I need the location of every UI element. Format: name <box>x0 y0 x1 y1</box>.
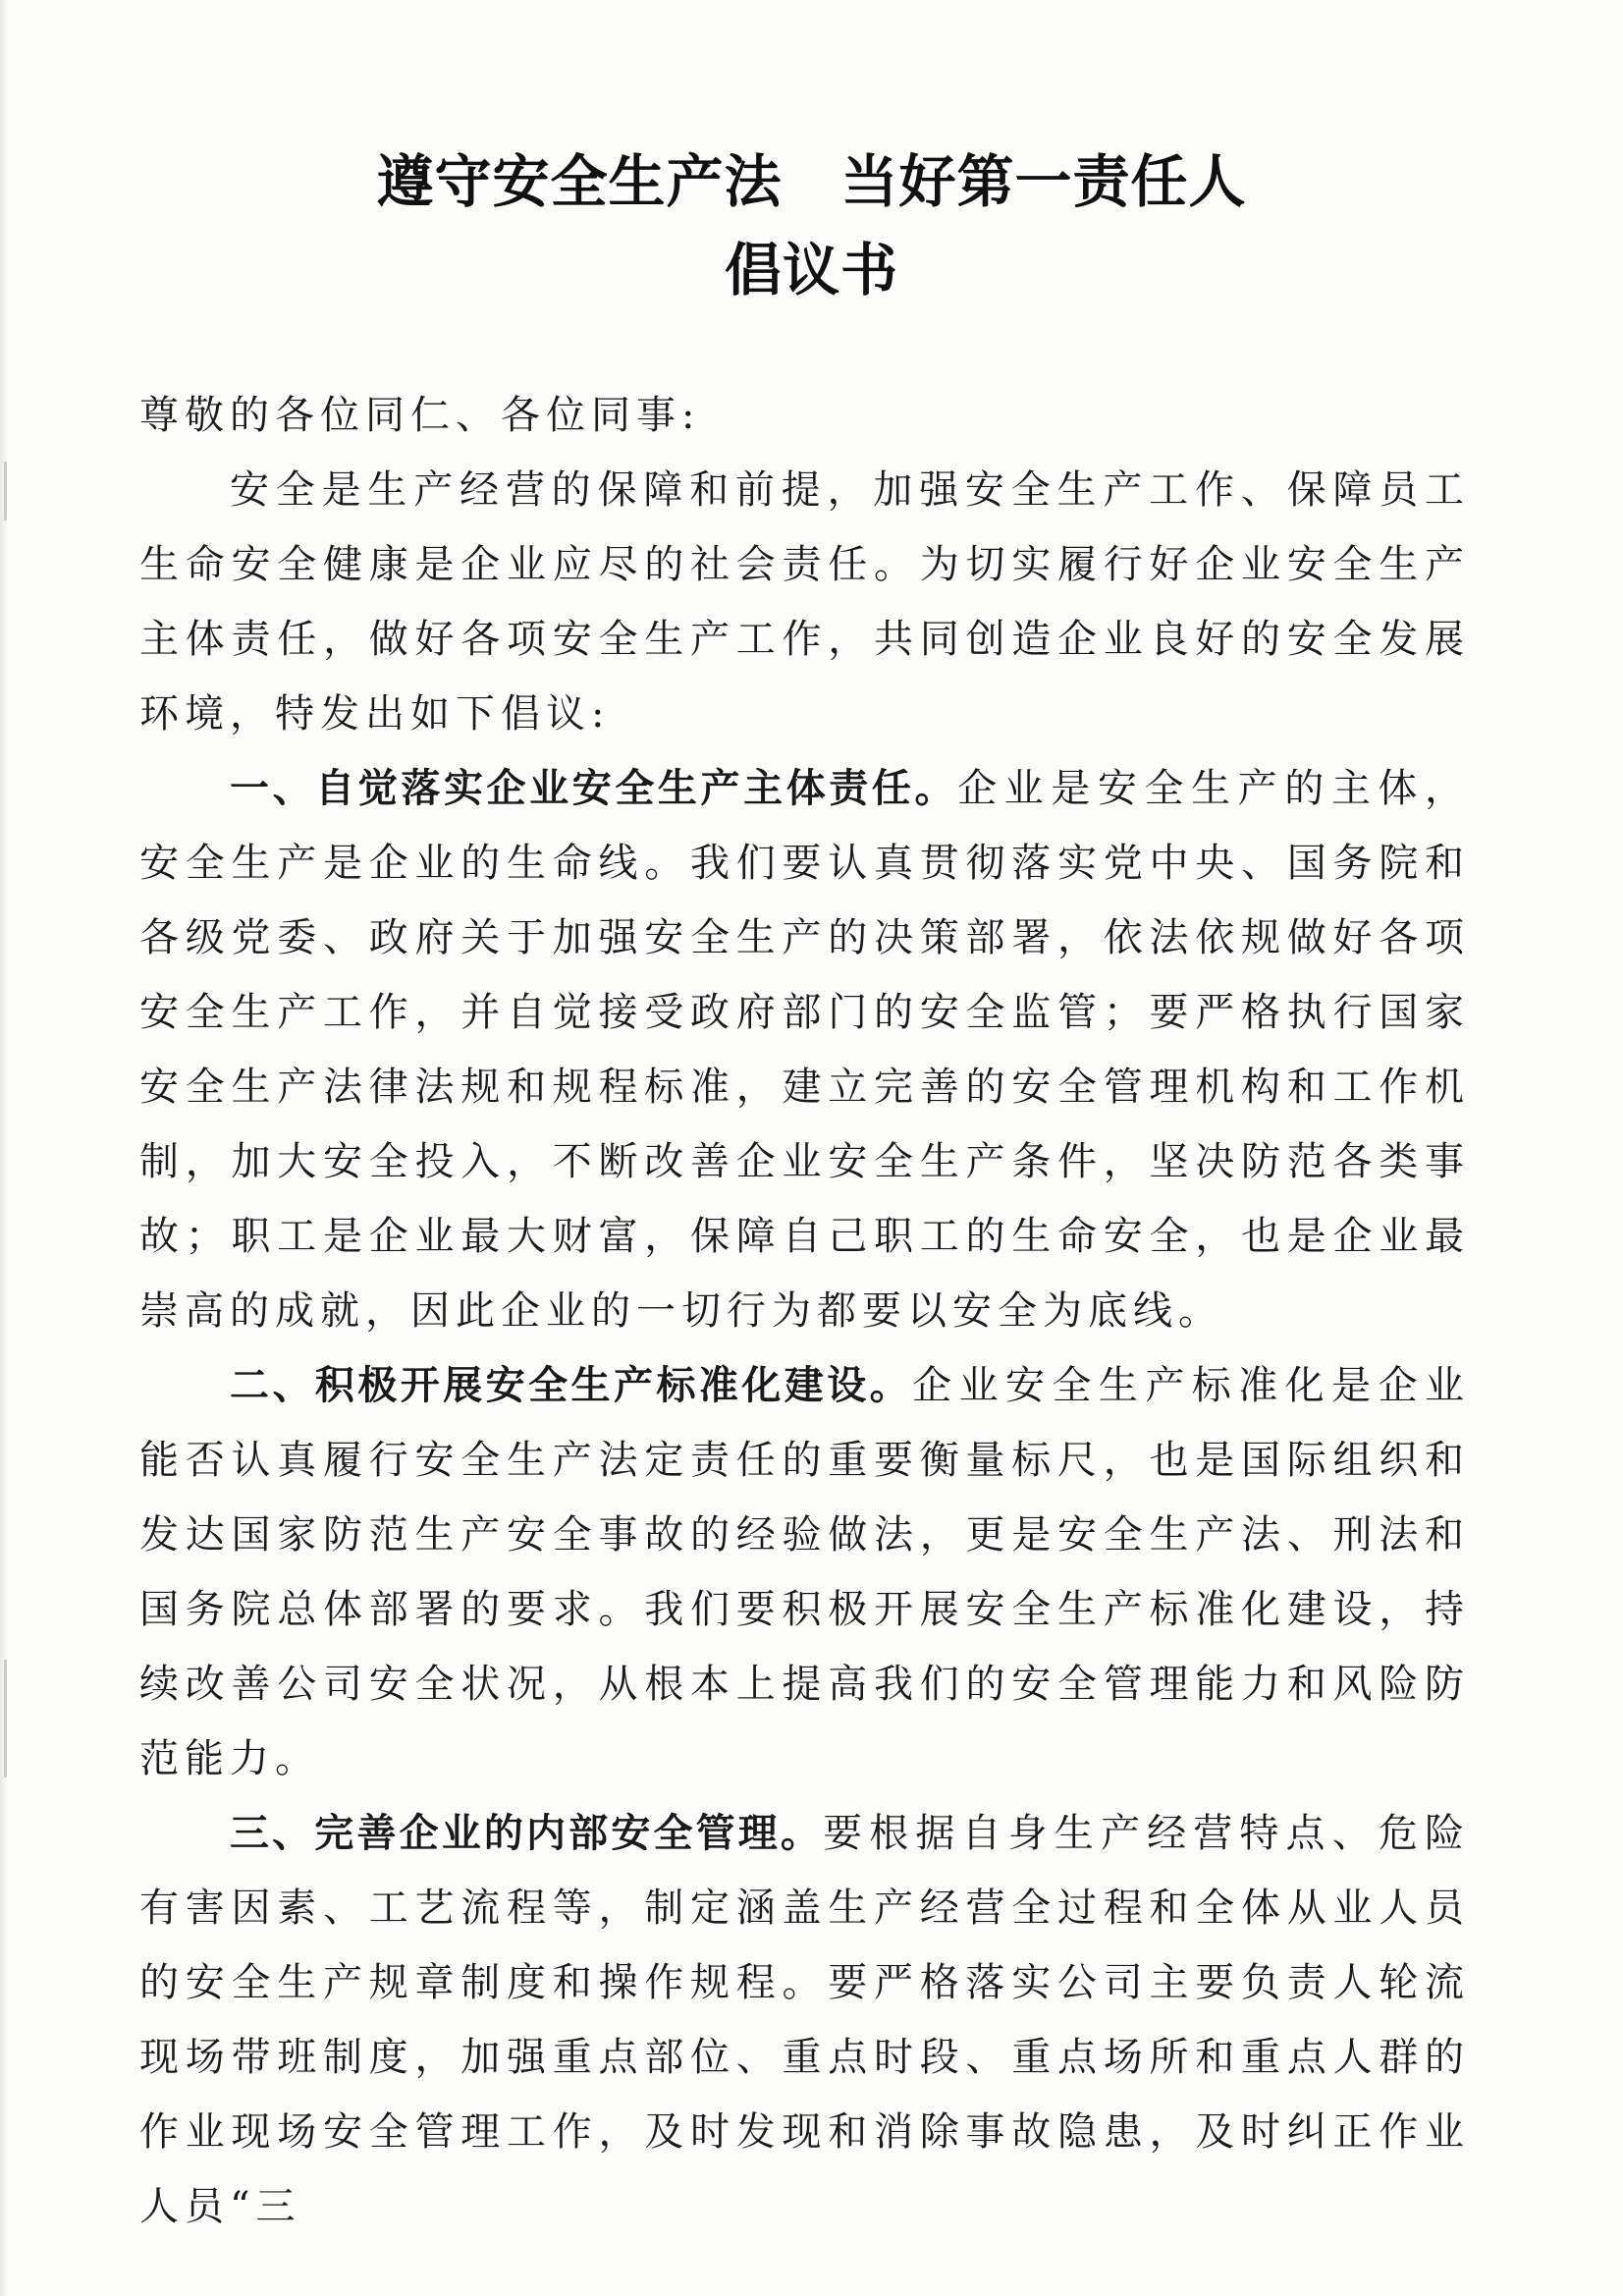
scan-mark <box>4 1660 7 1777</box>
section-text-2: 企业安全生产标准化是企业能否认真履行安全生产法定责任的重要衡量标尺，也是国际组织和发达国家防范生产安全事故的经验做法，更是安全生产法、刑法和国务院总体部署的要求。我们要积极开展安全生产标准化建设，持续改善公司安全状况，从根本上提高我们的安全管理能力和风险防范能力。 <box>139 1363 1471 1781</box>
section-paragraph-1 <box>139 751 1470 1348</box>
section-heading-1: 一、自觉落实企业安全生产主体责任。 <box>230 766 958 811</box>
section-paragraph-3 <box>139 1796 1470 2244</box>
title-line-1-part-1: 遵守安全生产法 <box>376 148 783 215</box>
title-line-1-part-2: 当好第一责任人 <box>840 148 1247 215</box>
section-text-3: 要根据自身生产经营特点、危险有害因素、工艺流程等，制定涵盖生产经营全过程和全体从业人员的安全生产规章制度和操作规程。要严格落实公司主要负责人轮流现场带班制度，加强重点部位、重点时段、重点场所和重点人群的作业现场安全管理工作，及时发现和消除事故隐患，及时纠正作业人员“三 <box>139 1811 1471 2229</box>
document-title <box>0 137 1623 314</box>
section-heading-3: 三、完善企业的内部安全管理。 <box>230 1811 824 1856</box>
title-line-2: 倡议书 <box>724 237 898 303</box>
section-text-1: 企业是安全生产的主体，安全生产是企业的生命线。我们要认真贯彻落实党中央、国务院和各级党委、政府关于加强安全生产的决策部署，依法依规做好各项安全生产工作，并自觉接受政府部门的安全监管；要严格执行国家安全生产法律法规和规程标准，建立完善的安全管理机构和工作机制，加大安全投入，不断改善企业安全生产条件，坚决防范各类事故；职工是企业最大财富，保障自己职工的生命安全，也是企业最崇高的成就，因此企业的一切行为都要以安全为底线。 <box>139 766 1471 1334</box>
scan-edge-shadow <box>0 0 8 2296</box>
document-body <box>139 378 1470 2244</box>
salutation: 尊敬的各位同仁、各位同事: <box>139 393 701 438</box>
intro-paragraph: 安全是生产经营的保障和前提，加强安全生产工作、保障员工生命安全健康是企业应尽的社会责任。为切实履行好企业安全生产主体责任，做好各项安全生产工作，共同创造企业良好的安全发展环境，特发出如下倡议: <box>139 467 1470 737</box>
scan-mark <box>4 462 7 520</box>
section-paragraph-2 <box>139 1348 1470 1796</box>
title-line-1 <box>0 137 1623 226</box>
section-heading-2: 二、积极开展安全生产标准化建设。 <box>230 1363 913 1408</box>
